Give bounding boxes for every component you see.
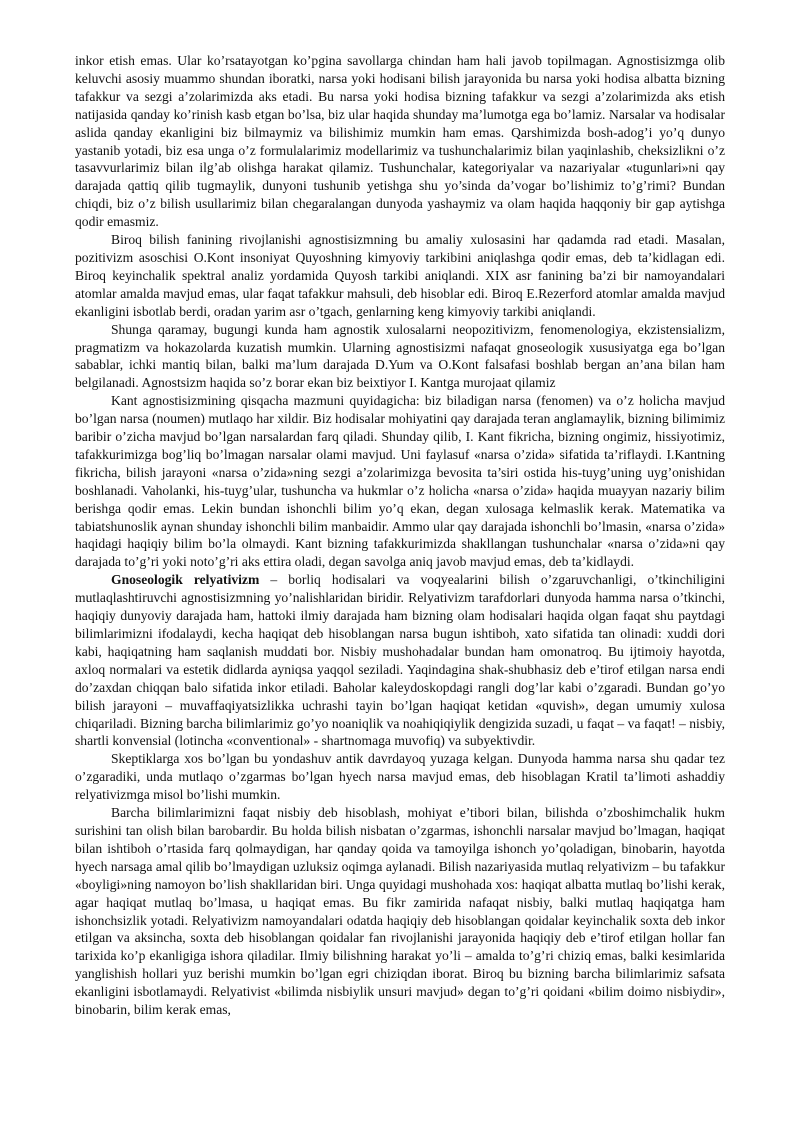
paragraph-text: inkor etish emas. Ular ko’rsatayotgan ko’pgina savollarga chindan ham hali javob topilmagan. Agnostisizmga olib keluvchi asosiy muammo shundan iboratki, narsa yoki hodisani bilish jarayonida bu narsa yoki hodisa albatta bizning tafakkur va sezgi a’zolarimizda aks etadi. Bu narsa yoki hodisa bizning tafakkur va sezgi a’zolarimizda aks etish natijasida qanday ko’rinish kasb etgan bo’lsa, biz ular haqida shunday ma’lumotga ega bo’lamiz. Narsalar va hodisalar aslida qanday ekanligini biz bilmaymiz va bilishimiz mumkin ham emas. Qarshimizda bosh-adog’i yo’q dunyo yastanib yotadi, biz esa unga o’z formulalarimiz modellarimiz va tushunchalarimiz bilan yaqinlashib, cheksizlikni o’z tasavvurlarimiz bilan ilg’ab olishga harakat qilamiz. Tushunchalar, kategoriyalar va nazariyalar «tugunlari»ni qay darajada qattiq qilib tugmaylik, dunyoni tushunib yetishga shu yo’sinda da’vogar bo’lishimiz to’g’rimi? Bundan chiqdi, biz o’z bilish usullarimiz bilan chegaralangan dunyoda yashaymiz va olam haqida haqqoniy bir gap aytishga qodir emasmiz. <box>75 53 725 230</box>
paragraph-text: – borliq hodisalari va voqyealarini bilish o’zgaruvchanligi, o’tkinchiligini mutlaqlashtiruvchi agnostisizmning yo’nalishlaridan biridir. Relyativizm tarafdorlari dunyoda hamma narsa o’tkinchi, haqiqiy dunyoviy darajada ham, hattoki ilmiy darajada ham bizning olam hodisalari haqida olgan faqat shu paytdagi bilimlarimizni ifodalaydi, kecha haqiqat deb hisoblangan narsa bugun ishtiboh, xato sifatida tan olinadi: xuddi dori kabi, haqiqatning ham saqlanish muddati bor. Nisbiy mushohadalar bundan ham omonatroq. Bu ijtimoiy hayotda, axloq normalari va estetik didlarda ayniqsa yaqqol seziladi. Yaqindagina shak-shubhasiz deb e’tirof etilgan narsa endi do’zaxdan chiqqan balo sifatida inkor etiladi. Baholar kaleydoskopdagi rangli dog’lar kabi o’zgaradi. Bundan go’yo bilish jarayoni – muvaffaqiyatsizlikka uchrashi tayin bo’lgan haqiqat ketidan «quvish», degan umumiy xulosa chiqariladi. Bizning barcha bilimlarimiz go’yo noaniqlik va noahiqiqiylik dengizida suzadi, u faqat – va faqat! – nisbiy, shartli konvensial (lotincha «conventional» - shartnomaga muvofiq) va subyektivdir. <box>75 572 725 749</box>
paragraph-5 <box>75 571 725 750</box>
paragraph-text: Biroq bilish fanining rivojlanishi agnostisizmning bu amaliy xulosasini har qadamda rad etadi. Masalan, pozitivizm asoschisi O.Kont insoniyat Quyoshning kimyoviy tarkibini aniqlashga qodir emas, deb ta’kidlagan edi. Biroq keyinchalik spektral analiz yordamida Quyosh tarkibi aniqlandi. XIX asr fanining ba’zi bir namoyandalari atomlar amalda mavjud emas, ular faqat tafakkur mahsuli, deb hisoblar edi. Biroq E.Rezerford atomlar amalda mavjud ekanligini isbotlab berdi, oradan yarim asr o’tgach, genlarning keng kimyoviy tarkibi aniqlandi. <box>75 232 725 319</box>
paragraph-text: Shunga qaramay, bugungi kunda ham agnostik xulosalarni neopozitivizm, fenomenologiya, ekzistensializm, pragmatizm va hokazolarda kuzatish mumkin. Ularning agnostisizmi nafaqat gnoseologik xususiyatga ega bo’lgan sabablar, ichki mantiq bilan, balki ma’lum darajada D.Yum va O.Kont falsafasi boshlab bergan an’ana bilan ham belgilanadi. Agnostsizm haqida so’z borar ekan biz beixtiyor I. Kantga murojaat qilamiz <box>75 321 725 391</box>
paragraph-4 <box>75 392 725 571</box>
paragraph-text: Barcha bilimlarimizni faqat nisbiy deb hisoblash, mohiyat e’tibori bilan, bilishda o’zboshimchalik hukm surishini tan olish bilan barobardir. Bu holda bilish nisbatan o’zgarmas, ishonchli narsalar mavjud bo’lmagan, haqiqat bilan ishtiboh o’rtasida farq qolmaydigan, har qanday qoida va tamoyilga ishonch yo’qoladigan, binobarin, hayotda hyech narsaga amal qilib bo’lmaydigan uzluksiz oqimga aylanadi. Bilish nazariyasida mutlaq relyativizm – bu tafakkur «boyligi»ning namoyon bo’lish shakllaridan biri. Unga quyidagi mushohada xos: haqiqat albatta mutlaq bo’lishi kerak, agar haqiqat mutlaq bo’lmasa, u haqiqat emas. Bu fikr zamirida nafaqat nisbiy, balki mutlaq haqiqatga ham ishonchsizlik yotadi. Relyativizm namoyandalari odatda haqiqiy deb hisoblangan qoidalar keyinchalik soxta deb inkor etilgan va aksincha, soxta deb hisoblangan qoidalar fan rivojlanishi jarayonida haqiqiy deb e’tirof etilgan hollar fan tarixida ko’p ekanligiga ishora qiladilar. Ilmiy bilishning harakat yo’li – amalda to’g’ri chiziq emas, balki kesimlarida yanglishish hollari yuz berishi mumkin bo’lgan egri chiziqdan iborat. Biroq bu bizning barcha bilimlarimiz safsata ekanligini isbotlamaydi. Relyativist «bilimda nisbiylik unsuri mavjud» degan to’g’ri qoidani «bilim doimo nisbiydir», binobarin, bilim kerak emas, <box>75 805 725 1018</box>
paragraph-7 <box>75 804 725 1019</box>
paragraph-text: Kant agnostisizmining qisqacha mazmuni quyidagicha: biz biladigan narsa (fenomen) va o’z holicha mavjud bo’lgan narsa (noumen) mutlaqo har xildir. Biz hodisalar mohiyatini qay darajada teran anglamaylik, bizning bilimimiz baribir o’zicha mavjud bo’lgan narsalardan farq qiladi. Shunday qilib, I. Kant fikricha, bizning ongimiz, hissiyotimiz, tafakkurimizga bog’liq bo’lmagan narsalar olami mavjud. Uni faylasuf «narsa o’zida» sifatida ta’riflaydi. I.Kantning fikricha, bilish jarayoni «narsa o’zida»ning sezgi a’zolarimizga bevosita ta’siri ostida his-tuyg’uning uyg’onishidan boshlanadi. Vaholanki, his-tuyg’ular, tushuncha va hukmlar o’z holicha «narsa o’zida» haqida muayyan nazariy bilim berishga qodir emas. Lekin bundan ishonchli bilim yo’q ekan, degan xulosaga kelmaslik kerak. Matematika va tabiatshunoslik aynan shunday ishonchli bilim manbaidir. Ammo ular qay darajada ishonchli bo’lmasin, «narsa o’zida» haqidagi haqiqiy bilim bo’la olmaydi. Kant bizning tafakkurimizda shakllangan tushunchalar «narsa o’zida»ni qay darajada to’g’ri yoki noto’g’ri aks ettira oladi, degan savolga aniq javob mavjud emas, deb ta’kidlaydi. <box>75 393 725 570</box>
paragraph-2 <box>75 231 725 321</box>
paragraph-3 <box>75 321 725 393</box>
paragraph-1 <box>75 52 725 231</box>
term-heading: Gnoseologik relyativizm <box>111 572 260 588</box>
paragraph-6 <box>75 750 725 804</box>
paragraph-text: Skeptiklarga xos bo’lgan bu yondashuv antik davrdayoq yuzaga kelgan. Dunyoda hamma narsa shu qadar tez o’zgaradiki, unda mutlaqo o’zgarmas bo’lgan hyech narsa mavjud emas, deb hisoblagan Kratil ta’limoti ashaddiy relyativizmga misol bo’lishi mumkin. <box>75 751 725 803</box>
